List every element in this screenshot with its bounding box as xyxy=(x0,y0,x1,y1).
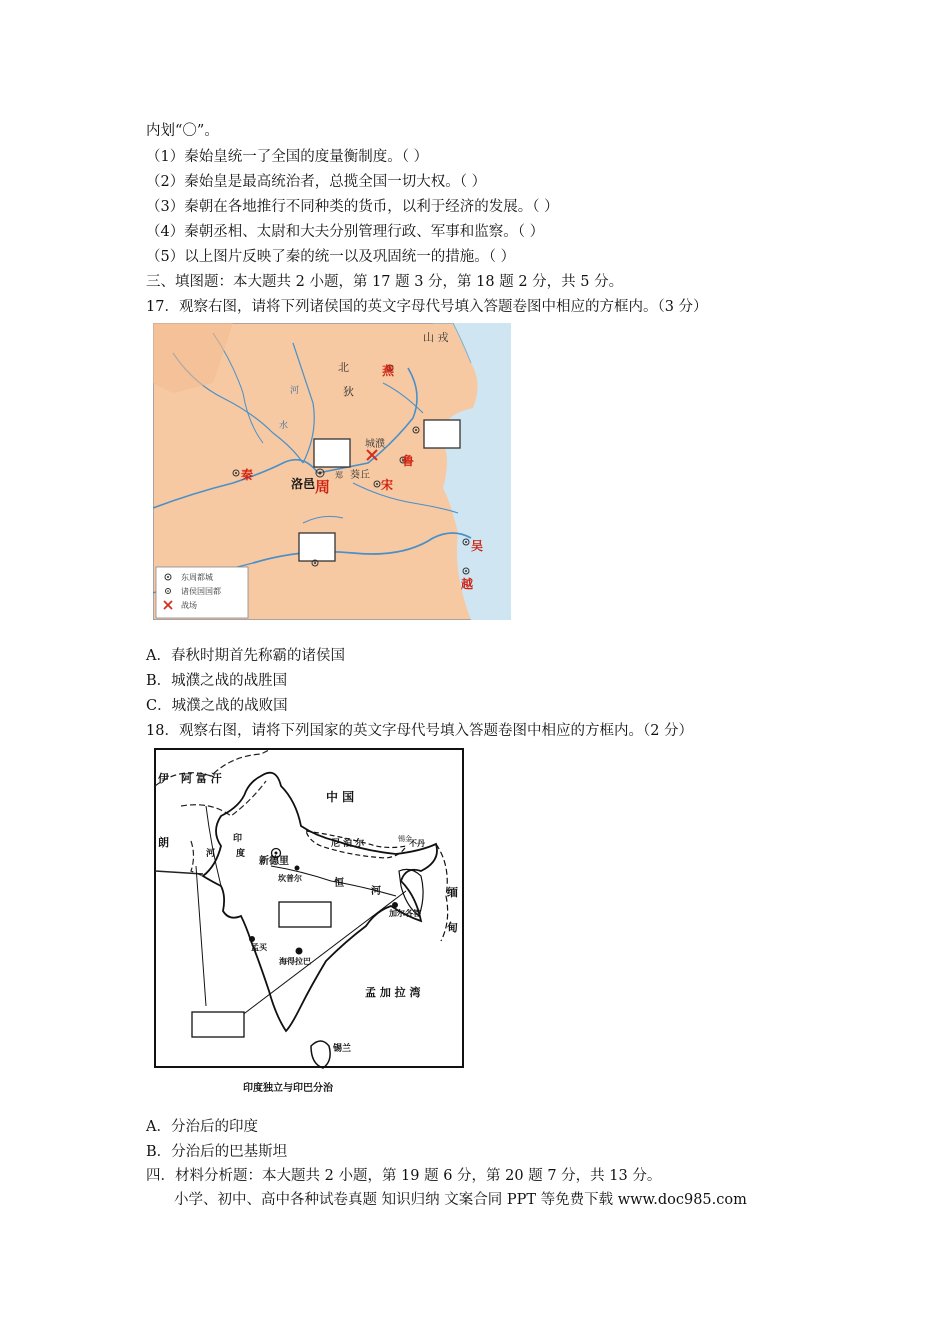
label-river-du: 度 xyxy=(236,849,246,859)
label-qin: 秦 xyxy=(241,468,254,482)
q18-prompt: 18．观察右图，请将下列国家的英文字母代号填入答题卷图中相应的方框内。（2 分） xyxy=(146,723,694,739)
label-yilang-2: 朗 xyxy=(158,836,169,849)
label-china: 中 国 xyxy=(326,790,355,804)
label-luoyi: 洛邑 xyxy=(291,477,316,491)
label-yan: 燕 xyxy=(382,364,395,378)
section3-title: 三、填图题：本大题共 2 小题，第 17 题 3 分，第 18 题 2 分，共 5 分。 xyxy=(146,274,624,290)
q18-option-a: A．分治后的印度 xyxy=(146,1119,258,1135)
answer-box-3[interactable] xyxy=(299,533,335,561)
judgment-item-3: （3）秦朝在各地推行不同种类的货币，以利于经济的发展。（ ） xyxy=(146,199,559,215)
label-wu: 吴 xyxy=(471,539,484,553)
q17-prompt: 17．观察右图，请将下列诸侯国的英文字母代号填入答题卷图中相应的方框内。（3 分） xyxy=(146,299,708,315)
answer-box-india[interactable] xyxy=(279,902,331,927)
label-bay: 孟 加 拉 湾 xyxy=(365,986,421,999)
legend-state-capital: 诸侯国国都 xyxy=(181,587,221,596)
label-river-he2: 河 xyxy=(206,849,216,859)
intro-line: 内划“〇”。 xyxy=(146,123,219,139)
label-mumbai: 孟买 xyxy=(251,943,267,952)
judgment-item-1: （1）秦始皇统一了全国的度量衡制度。（ ） xyxy=(146,149,429,165)
answer-box-2[interactable] xyxy=(424,420,460,448)
label-nepal: 尼 泊 尔 xyxy=(331,839,365,849)
answer-box-1[interactable] xyxy=(314,439,350,467)
legend-battlefield: 战场 xyxy=(181,601,197,610)
label-shanrong: 山 戎 xyxy=(423,331,449,344)
footer-note: 小学、初中、高中各种试卷真题 知识归纳 文案合同 PPT 等免费下载 www.doc985.com xyxy=(174,1192,747,1208)
label-beidi-2: 狄 xyxy=(343,385,354,398)
label-yue: 越 xyxy=(461,577,474,591)
q17-option-c: C．城濮之战的战败国 xyxy=(146,698,288,714)
label-river-he: 河 xyxy=(290,386,300,396)
section4-title: 四．材料分析题：本大题共 2 小题，第 19 题 6 分，第 20 题 7 分，共 13 分。 xyxy=(146,1168,662,1184)
legend-capital: 东周都城 xyxy=(181,573,213,582)
spring-autumn-map xyxy=(153,323,511,620)
label-zhou: 周 xyxy=(315,478,331,496)
q17-option-b: B．城濮之战的战胜国 xyxy=(146,673,288,689)
label-river-yin: 印 xyxy=(233,834,243,844)
label-hyderabad: 海得拉巴 xyxy=(279,957,311,966)
label-newdelhi: 新德里 xyxy=(259,856,289,867)
label-chengpu: 城濮 xyxy=(365,439,385,450)
judgment-item-4: （4）秦朝丞相、太尉和大夫分别管理行政、军事和监察。（ ） xyxy=(146,224,545,240)
label-bhutan: 不丹 xyxy=(409,839,425,848)
label-burma-2: 甸 xyxy=(447,921,458,934)
label-yilang-1: 伊 xyxy=(158,772,169,785)
label-kolkata: 加尔各答 xyxy=(389,909,421,918)
label-zheng: 郑 xyxy=(335,471,343,480)
india-partition-map xyxy=(151,746,467,1102)
label-song: 宋 xyxy=(381,478,394,492)
label-burma-1: 缅 xyxy=(447,886,458,899)
q17-option-a: A．春秋时期首先称霸的诸侯国 xyxy=(146,648,345,664)
label-river-heng: 恒 xyxy=(334,878,344,889)
q18-option-b: B．分治后的巴基斯坦 xyxy=(146,1144,288,1160)
answer-box-pakistan[interactable] xyxy=(192,1012,244,1037)
judgment-item-5: （5）以上图片反映了秦的统一以及巩固统一的措施。（ ） xyxy=(146,249,516,265)
label-beidi-1: 北 xyxy=(338,361,349,374)
label-river-he: 河 xyxy=(371,886,381,897)
map-caption: 印度独立与印巴分治 xyxy=(243,1083,333,1094)
label-afghan: 阿 富 汗 xyxy=(181,772,222,785)
label-lu: 鲁 xyxy=(402,454,415,468)
judgment-item-2: （2）秦始皇是最高统治者，总揽全国一切大权。（ ） xyxy=(146,174,487,190)
label-kuiqiu: 葵丘 xyxy=(350,470,370,481)
label-river-shui: 水 xyxy=(279,421,289,431)
label-kanpur: 坎普尔 xyxy=(278,874,302,883)
label-sikkim: 锡金 xyxy=(398,835,412,843)
map-legend xyxy=(156,567,248,618)
label-ceylon: 锡兰 xyxy=(333,1044,352,1054)
